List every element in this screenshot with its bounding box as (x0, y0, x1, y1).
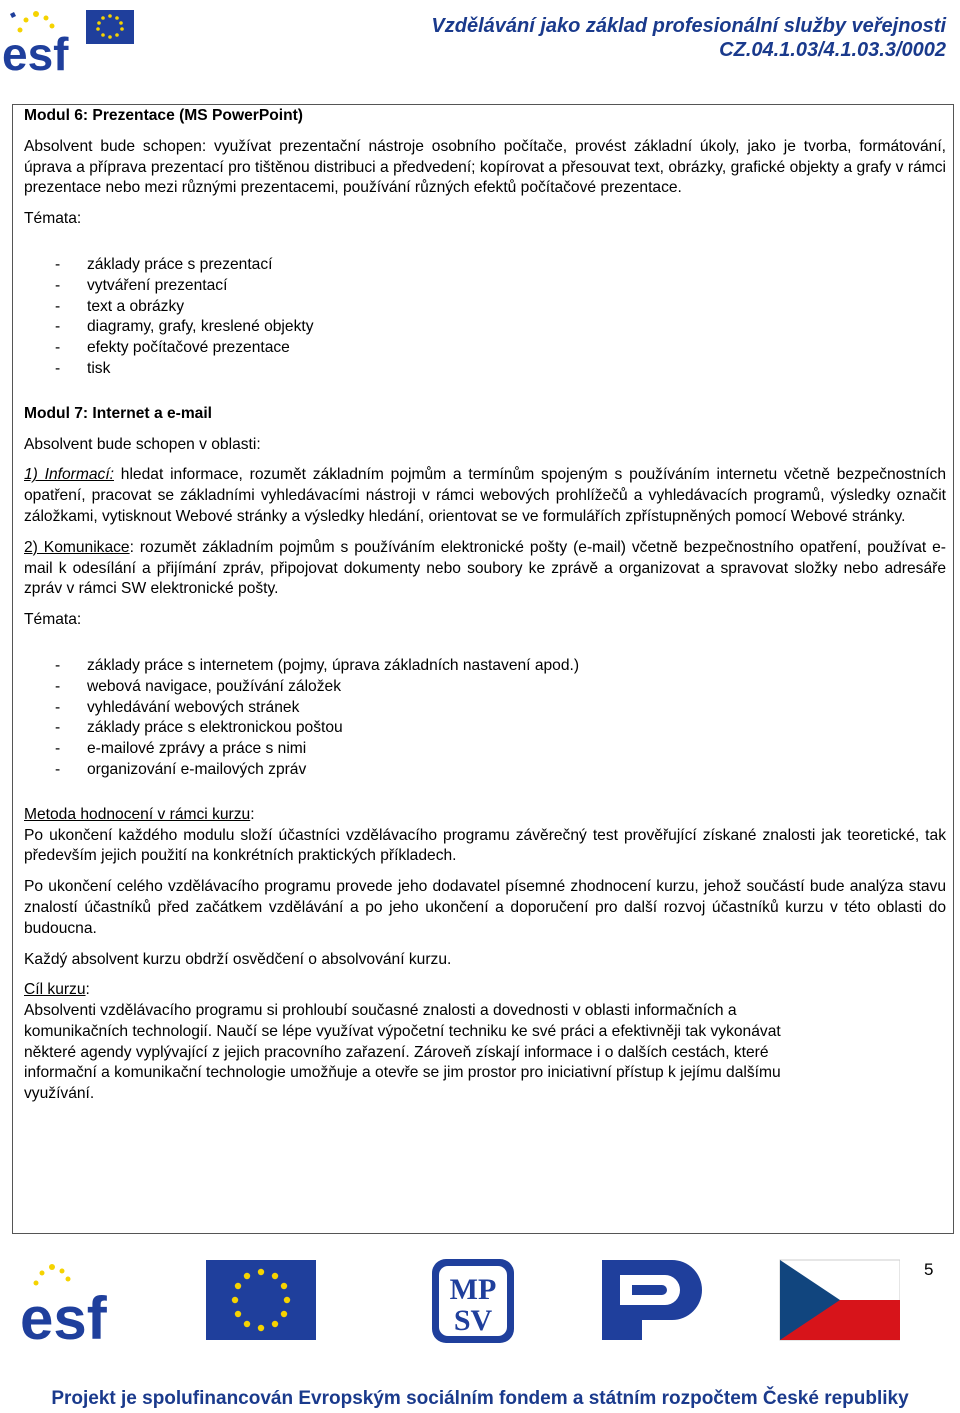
header-project-code: CZ.04.1.03/4.1.03.3/0002 (719, 39, 946, 61)
document-content (24, 106, 946, 1105)
czech-flag (780, 1260, 900, 1340)
module7-item1-label: 1) Informací: (24, 466, 114, 484)
module7-topic-list (24, 656, 946, 781)
list-item: - vyhledávání webových stránek (24, 698, 946, 719)
esf-eu-logo (0, 4, 140, 74)
list-item: - základy práce s elektronickou poštou (24, 718, 946, 739)
module7-topics-label: Témata: (24, 611, 82, 629)
module6-topics-label: Témata: (24, 210, 82, 228)
footer-logos (20, 1255, 900, 1345)
module7-item2-label: 2) Komunikace (24, 538, 130, 556)
module6-topic-list (24, 255, 946, 380)
evaluation-paragraph-3: Každý absolvent kurzu obdrží osvědčení o absolvování kurzu. (24, 950, 452, 968)
evaluation-heading: Metoda hodnocení v rámci kurzu (24, 805, 251, 823)
list-item: - základy práce s internetem (pojmy, úprava základních nastavení apod.) (24, 656, 946, 677)
footer-funding-text: Projekt je spolufinancován Evropským sociálním fondem a státním rozpočtem České republiky (51, 1388, 909, 1409)
list-item: - text a obrázky (24, 297, 946, 318)
mpsv-logo (432, 1259, 514, 1343)
goal-line: informační a komunikační technologie umožňuje a otevře se jim prostor pro iniciativní přístup k jejímu dalšímu (24, 1064, 781, 1082)
evaluation-heading-colon: : (250, 805, 255, 823)
evaluation-paragraph-2: Po ukončení celého vzdělávacího programu provede jeho dodavatel písemné zhodnocení kurzu, jehož součástí bude analýza stavu znalostí účastníků před začátkem vzdělávání a po jeho ukončení a doporučení pro další rozvoj účastníků kurzu v této oblasti do budoucna. (24, 878, 946, 937)
module7-item2-text: : rozumět základním pojmům s používáním elektronické pošty (e-mail) včetně bezpečnostního opatření, používat e-mail k odesílání a přijímání zpráv, připojovat dokumenty nebo soubory ke zprávě a organizovat a spravovat složky nebo adresáře zpráv v rámci SW elektronické pošty. (24, 538, 946, 598)
list-item: - tisk (24, 359, 946, 380)
ministry-logo (602, 1260, 702, 1340)
eu-flag (206, 1260, 316, 1340)
goal-heading-colon: : (85, 981, 90, 999)
list-item: - základy práce s prezentací (24, 255, 946, 276)
module6-description: Absolvent bude schopen: využívat prezentační nástroje osobního počítače, provést základní úkoly, jako je tvorba, formátování, úprava a příprava prezentací pro tištěnou distribuci a předvedení; kopírovat a přesouvat text, obrázky, grafické objekty a grafy v rámci prezentace nebo mezi různými prezentacemi, používání různých efektů počítačové prezentace. (24, 137, 946, 197)
goal-line: Absolventi vzdělávacího programu si prohloubí současné znalosti a dovednosti v oblasti informačních a (24, 1002, 737, 1020)
goal-line: komunikačních technologií. Naučí se lépe využívat výpočetní techniku ke své práci a efektivněji tak vykonávat (24, 1022, 781, 1040)
list-item: - webová navigace, používání záložek (24, 677, 946, 698)
goal-line: některé agendy vyplývající z jejich pracovního zařazení. Zároveň získají informace i o dalších cestách, které (24, 1043, 769, 1061)
module7-item1-text: hledat informace, rozumět základním pojmům a termínům spojeným s používáním internetu včetně bezpečnostních opatření, pracovat se základními vyhledávacími nástroji v rámci webových prohlížečů a vyhledávacích programů, výsledky označit záložkami, vytisknout Webové stránky a výsledky hledání, orientovat se ve formulářích zpřístupněných pomocí Webové stránky. (24, 466, 946, 525)
svg-text:SV: SV (453, 1304, 493, 1337)
header-title-line1: Vzdělávání jako základ profesionální služby veřejnosti (431, 15, 946, 37)
list-item: - efekty počítačové prezentace (24, 338, 946, 359)
module6-heading: Modul 6: Prezentace (MS PowerPoint) (24, 107, 303, 124)
goal-heading-line (24, 980, 946, 1001)
module7-item2 (24, 538, 946, 600)
list-item: - vytváření prezentací (24, 276, 946, 297)
goal-heading: Cíl kurzu (24, 981, 86, 999)
svg-text:esf: esf (2, 28, 69, 76)
goal-line: využívání. (24, 1085, 95, 1103)
list-item: - e-mailové zprávy a práce s nimi (24, 739, 946, 760)
module7-heading: Modul 7: Internet a e-mail (24, 404, 213, 422)
evaluation-heading-line (24, 805, 946, 826)
esf-logo (20, 1264, 108, 1345)
svg-text:esf: esf (20, 1285, 107, 1345)
list-item: - diagramy, grafy, kreslené objekty (24, 317, 946, 338)
header-title (226, 14, 946, 62)
evaluation-paragraph-1: Po ukončení každého modulu složí účastníci vzdělávacího programu závěrečný test prověřující získané znalosti jak teoretické, tak především jejich použití na konkrétních praktických příkladech. (24, 826, 946, 865)
list-item: - organizování e-mailových zpráv (24, 760, 946, 781)
page-number: 5 (924, 1260, 934, 1279)
svg-text:MP: MP (449, 1273, 497, 1306)
module7-item1 (24, 465, 946, 527)
module7-intro: Absolvent bude schopen v oblasti: (24, 435, 261, 453)
